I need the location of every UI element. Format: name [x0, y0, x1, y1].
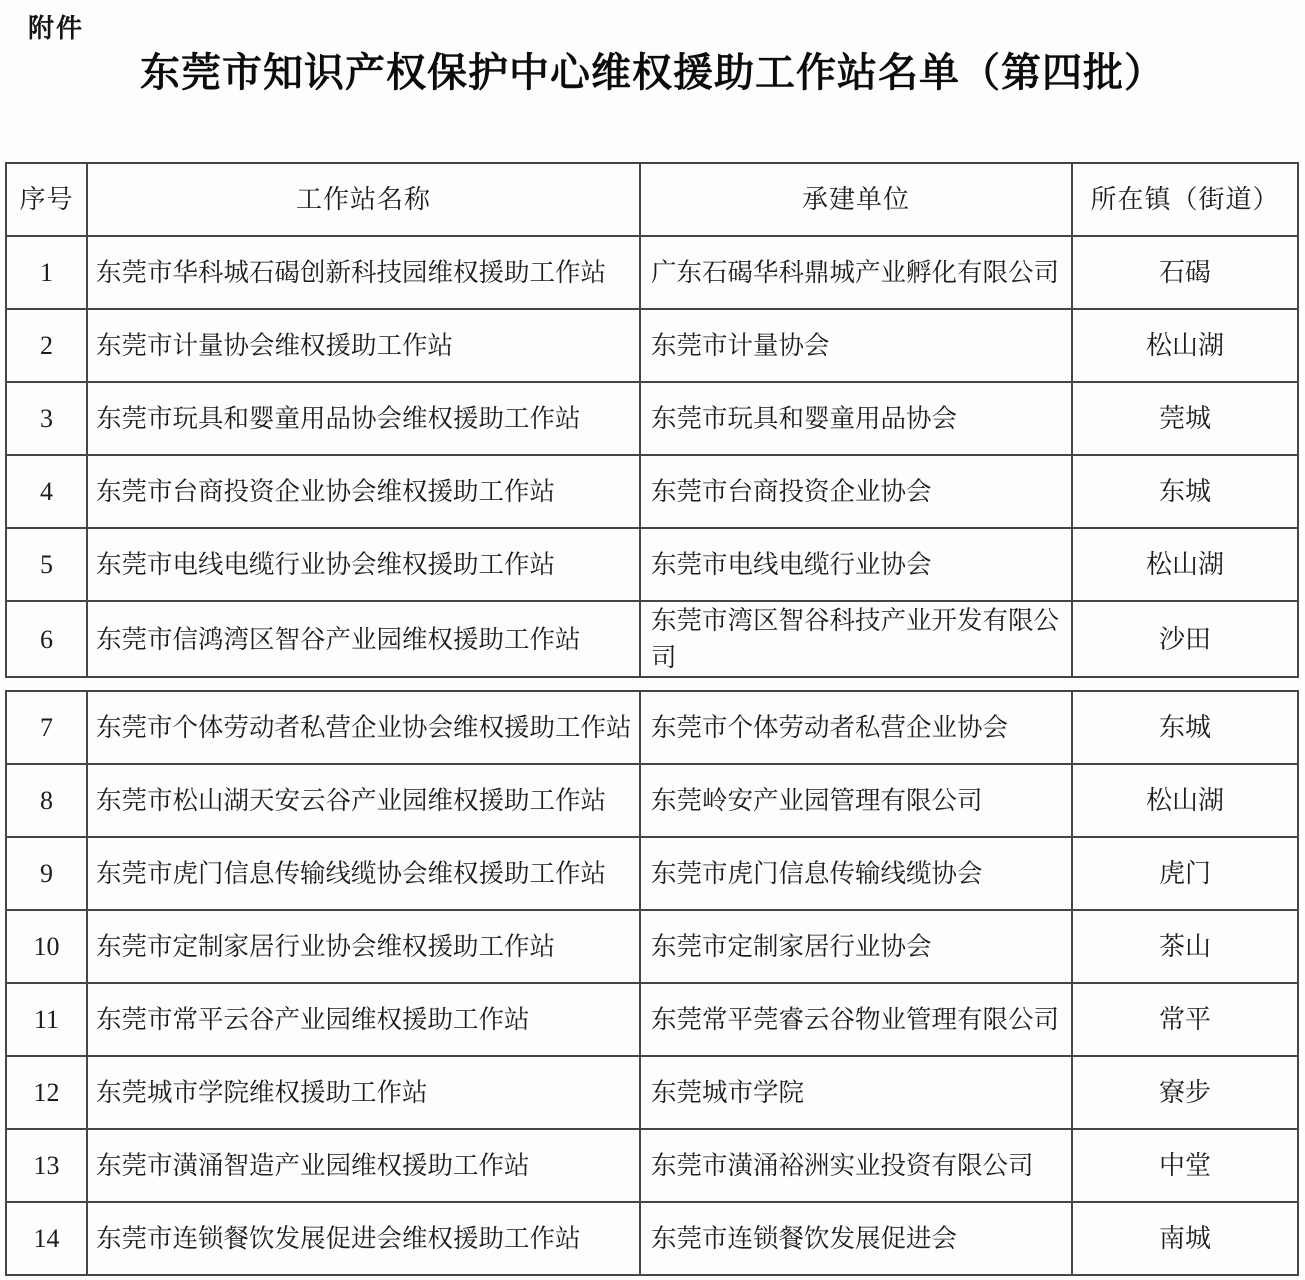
town-cell: 常平 — [1072, 983, 1298, 1056]
town-cell: 东城 — [1072, 455, 1298, 528]
table-row — [6, 983, 1298, 1056]
town-cell: 松山湖 — [1072, 764, 1298, 837]
builder-cell: 东莞市连锁餐饮发展促进会 — [640, 1202, 1072, 1275]
table-row — [6, 382, 1298, 455]
town-cell: 沙田 — [1072, 601, 1298, 677]
table-row — [6, 764, 1298, 837]
town-cell: 茶山 — [1072, 910, 1298, 983]
town-cell: 寮步 — [1072, 1056, 1298, 1129]
seq-cell: 5 — [6, 528, 87, 601]
workstation-table-section-1 — [5, 162, 1299, 678]
seq-cell: 9 — [6, 837, 87, 910]
station-name-cell: 东莞市潢涌智造产业园维权援助工作站 — [87, 1129, 640, 1202]
page-title: 东莞市知识产权保护中心维权援助工作站名单（第四批） — [140, 50, 1165, 95]
table-row — [6, 1129, 1298, 1202]
builder-cell: 东莞市玩具和婴童用品协会 — [640, 382, 1072, 455]
builder-cell: 广东石碣华科鼎城产业孵化有限公司 — [640, 236, 1072, 309]
station-name-cell: 东莞市连锁餐饮发展促进会维权援助工作站 — [87, 1202, 640, 1275]
table-row — [6, 236, 1298, 309]
column-header-town: 所在镇（街道） — [1072, 163, 1298, 236]
town-cell: 南城 — [1072, 1202, 1298, 1275]
town-cell: 松山湖 — [1072, 528, 1298, 601]
table-row — [6, 1202, 1298, 1275]
builder-cell: 东莞市潢涌裕洲实业投资有限公司 — [640, 1129, 1072, 1202]
town-cell: 松山湖 — [1072, 309, 1298, 382]
table-row — [6, 837, 1298, 910]
builder-cell: 东莞市计量协会 — [640, 309, 1072, 382]
station-name-cell: 东莞市华科城石碣创新科技园维权援助工作站 — [87, 236, 640, 309]
seq-cell: 7 — [6, 691, 87, 764]
station-name-cell: 东莞市常平云谷产业园维权援助工作站 — [87, 983, 640, 1056]
seq-cell: 14 — [6, 1202, 87, 1275]
attachment-label: 附件 — [28, 13, 85, 43]
station-name-cell: 东莞市个体劳动者私营企业协会维权援助工作站 — [87, 691, 640, 764]
seq-cell: 1 — [6, 236, 87, 309]
column-header-builder: 承建单位 — [640, 163, 1072, 236]
station-name-cell: 东莞市台商投资企业协会维权援助工作站 — [87, 455, 640, 528]
town-cell: 石碣 — [1072, 236, 1298, 309]
workstation-table-section-2 — [5, 690, 1299, 1276]
builder-cell: 东莞市湾区智谷科技产业开发有限公司 — [640, 601, 1072, 677]
builder-cell: 东莞市定制家居行业协会 — [640, 910, 1072, 983]
table-row — [6, 309, 1298, 382]
station-name-cell: 东莞城市学院维权援助工作站 — [87, 1056, 640, 1129]
table-row — [6, 601, 1298, 677]
table-header-row — [6, 163, 1298, 236]
seq-cell: 10 — [6, 910, 87, 983]
seq-cell: 4 — [6, 455, 87, 528]
builder-cell: 东莞市电线电缆行业协会 — [640, 528, 1072, 601]
table-row — [6, 910, 1298, 983]
builder-cell: 东莞市个体劳动者私营企业协会 — [640, 691, 1072, 764]
builder-cell: 东莞城市学院 — [640, 1056, 1072, 1129]
builder-cell: 东莞市台商投资企业协会 — [640, 455, 1072, 528]
station-name-cell: 东莞市玩具和婴童用品协会维权援助工作站 — [87, 382, 640, 455]
column-header-station: 工作站名称 — [87, 163, 640, 236]
builder-cell: 东莞岭安产业园管理有限公司 — [640, 764, 1072, 837]
table-row — [6, 455, 1298, 528]
seq-cell: 2 — [6, 309, 87, 382]
seq-cell: 6 — [6, 601, 87, 677]
town-cell: 莞城 — [1072, 382, 1298, 455]
column-header-seq: 序号 — [6, 163, 87, 236]
builder-cell: 东莞市虎门信息传输线缆协会 — [640, 837, 1072, 910]
station-name-cell: 东莞市松山湖天安云谷产业园维权援助工作站 — [87, 764, 640, 837]
town-cell: 东城 — [1072, 691, 1298, 764]
town-cell: 中堂 — [1072, 1129, 1298, 1202]
table-row — [6, 528, 1298, 601]
table-row — [6, 1056, 1298, 1129]
seq-cell: 3 — [6, 382, 87, 455]
seq-cell: 11 — [6, 983, 87, 1056]
builder-cell: 东莞常平莞睿云谷物业管理有限公司 — [640, 983, 1072, 1056]
town-cell: 虎门 — [1072, 837, 1298, 910]
station-name-cell: 东莞市电线电缆行业协会维权援助工作站 — [87, 528, 640, 601]
seq-cell: 13 — [6, 1129, 87, 1202]
station-name-cell: 东莞市定制家居行业协会维权援助工作站 — [87, 910, 640, 983]
station-name-cell: 东莞市信鸿湾区智谷产业园维权援助工作站 — [87, 601, 640, 677]
station-name-cell: 东莞市计量协会维权援助工作站 — [87, 309, 640, 382]
station-name-cell: 东莞市虎门信息传输线缆协会维权援助工作站 — [87, 837, 640, 910]
table-row — [6, 691, 1298, 764]
seq-cell: 8 — [6, 764, 87, 837]
seq-cell: 12 — [6, 1056, 87, 1129]
